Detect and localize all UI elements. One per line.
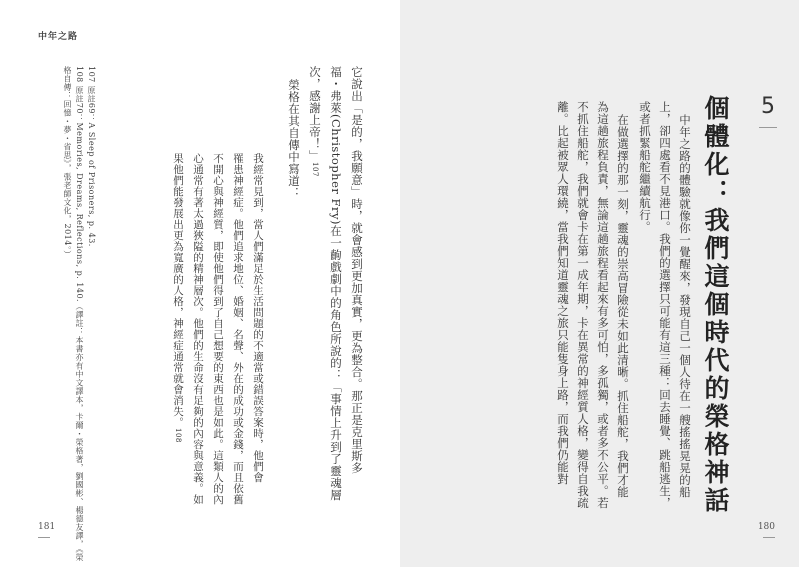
folio-rule-right (763, 537, 775, 538)
body-column-3 (308, 66, 321, 177)
body-column-5: 為這趟旅程負責，無論這趟旅程看起來有多可怕，多孤獨，或者多不公平。若 (596, 101, 610, 509)
quote-column-5 (170, 153, 185, 443)
footnote-107: 107 原註69：A Sleep of Prisoners, p. 43. (87, 66, 96, 247)
chapter-number: 5 (761, 94, 775, 119)
quote-column-4: 心通常有著太過狹隘的精神層次。他們的生命沒有足夠的內容與意義。如 (192, 153, 204, 505)
page-number-right: 180 (757, 522, 775, 532)
body-column-3: 或者抓緊船舵繼續航行。 (638, 101, 652, 233)
body-column-4: 榮格在其自傳中寫道： (287, 79, 301, 199)
note-ref-108: 108 (174, 428, 182, 443)
body-column-3-text: 次，感謝上帝！」 (308, 66, 322, 162)
folio-rule-left (38, 537, 50, 538)
quote-column-1: 我經常見到，當人們滿足於生活問題的不適當或錯誤答案時，他們會 (252, 153, 264, 483)
quote-column-5-text: 果他們能發展出更為寬廣的人格，神經症通常就會消失。 (172, 153, 184, 428)
body-column-6: 不抓住船舵，我們就會卡在第一成年期，卡在異常的神經質人格，變得自我疏 (576, 101, 590, 509)
body-column-1: 它說出「是的，我願意」時，就會感到更加真實，更為整合。那正是克里斯多 (350, 66, 364, 474)
quote-column-2: 罹患神經症。他們追求地位、婚姻、名聲、外在的成功或金錢，而且依舊 (232, 153, 244, 505)
footnote-108: 108 原註70：Memories, Dreams, Reflections, p. 140.（譯註：本書亦有中文譯本，卡爾・榮格著，劉國彬、楊德友譯，《榮 (75, 66, 84, 562)
body-column-1: 中年之路的體驗就像你一覺醒來，發現自己一個人待在一艘搖搖晃晃的船 (678, 114, 692, 498)
note-ref-107: 107 (311, 162, 319, 177)
right-page (400, 0, 799, 567)
running-head: 中年之路 (38, 32, 79, 42)
body-column-7: 離。比起被眾人環繞，當我們知道靈魂之旅只能隻身上路，而我們仍能對 (556, 101, 570, 485)
quote-column-3: 不開心與神經質，即使他們得到了自己想要的東西也是如此。這類人的內 (212, 153, 224, 505)
body-column-4: 在做選擇的那一刻，靈魂的崇高冒險從未如此清晰。抓住船舵，我們才能 (616, 114, 630, 498)
footnote-108-cont: 格自傳：回憶・夢・省思》，張老師文化，2014。） (63, 66, 72, 259)
chapter-title: 個體化：我們這個時代的榮格神話 (701, 95, 730, 515)
chapter-number-rule (759, 127, 777, 128)
page-number-left: 181 (38, 522, 56, 532)
body-column-2: 上，卻四處看不見港口。我們的選擇只可能有這三種：回去睡覺、跳船逃生， (658, 101, 672, 509)
body-column-2: 福・弗萊(Christopher Fry)在一齣戲劇中的角色所說的：「事情上升到了靈魂層 (329, 66, 343, 502)
